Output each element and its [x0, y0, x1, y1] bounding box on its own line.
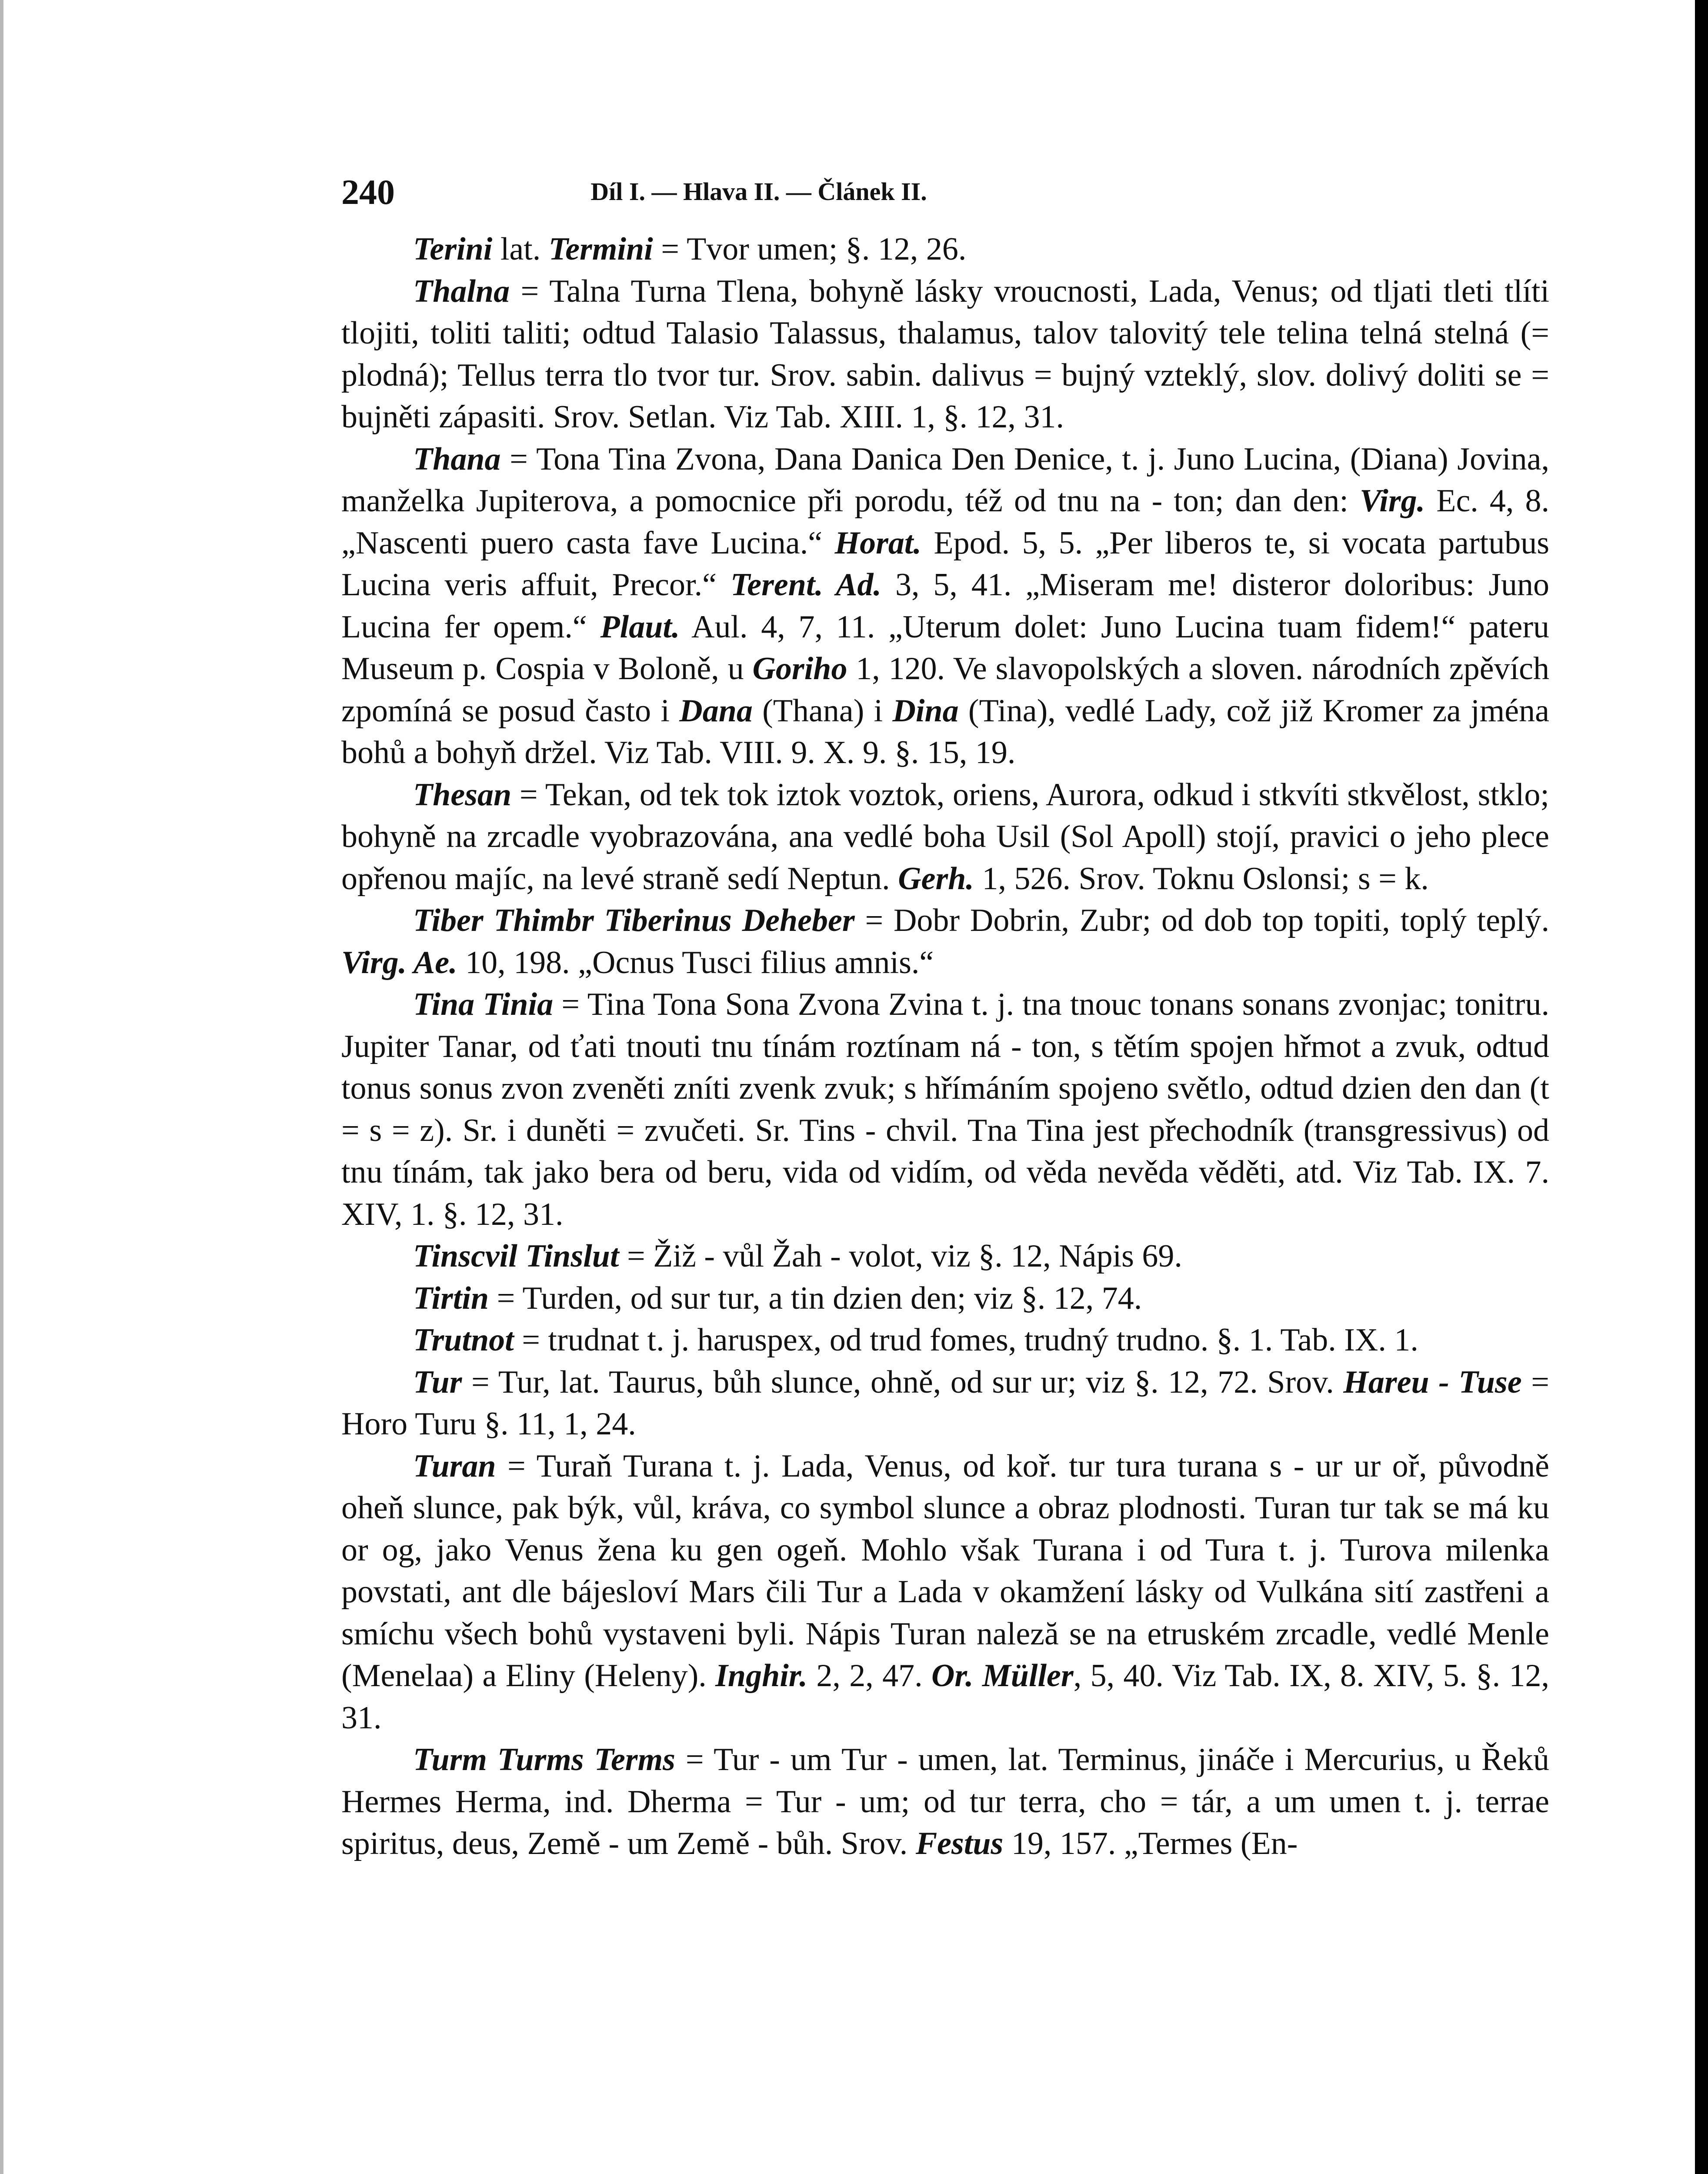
entry-text: 19, 157. „Termes (En- [1003, 1826, 1298, 1861]
scan-right-border [1695, 0, 1708, 2174]
entry-tiber [341, 900, 1549, 984]
entry-turan [341, 1445, 1549, 1739]
citation: Horat. [834, 525, 921, 561]
page-header [341, 172, 1176, 220]
citation: Goriho [752, 651, 847, 687]
headword: Tina Tinia [413, 987, 554, 1022]
headword: Tiber Thimbr Tiberinus Deheber [413, 903, 855, 938]
entry-terini [341, 228, 1549, 270]
entry-text: 10, 198. „Ocnus Tusci filius amnis.“ [457, 944, 934, 980]
entry-thana [341, 438, 1549, 774]
entry-turm [341, 1739, 1549, 1865]
entry-text: = Horo Turu §. 11, 1, 24. [341, 1364, 1550, 1442]
page-number: 240 [341, 172, 395, 212]
entry-text: = Tona Tina Zvona, Dana Danica Den Denice, t. j. Juno Lucina, (Diana) Jovina, manželka Jupiterova, a pomocnice při porodu, též od tnu na - ton; dan den: [341, 441, 1549, 519]
entry-text: 1, 526. Srov. Toknu Oslonsi; s = k. [974, 860, 1429, 897]
entry-text: = Tina Tona Sona Zvona Zvina t. j. tna tnouc tonans sonans zvonjac; tonitru. Jupiter Tanar, od ťati tnouti tnu tínám roztínam ná - ton, s tětím spojen hřmot a zvuk, odtud tonus sonus zvon zveněti zníti zvenk zvuk; s hřímáním spojeno světlo, odtud dzien den dan (t = s = z). Sr. i duněti = zvučeti. Sr. Tins - chvil. Tna Tina jest přechodník (transgressivus) od tnu tínám, tak jako bera od beru, vida od vidím, od věda nevěda věděti, atd. Viz Tab. IX. 7. XIV, 1. §. 12, 31. [341, 987, 1549, 1232]
headword: Thesan [413, 777, 512, 813]
headword: Thana [413, 441, 501, 477]
entry-text: = Žiž - vůl Žah - volot, viz §. 12, Nápis 69. [619, 1238, 1182, 1274]
headword: Hareu - Tuse [1343, 1364, 1522, 1400]
entry-text: lat. [492, 231, 549, 267]
headword: Dina [892, 693, 959, 729]
entry-text: = Tur, lat. Taurus, bůh slunce, ohně, od sur ur; viz §. 12, 72. Srov. [462, 1364, 1344, 1400]
headword: Termini [548, 231, 653, 267]
text-body [341, 228, 1549, 1865]
headword: Trutnot [413, 1322, 514, 1358]
entry-text: Epod. 5, 5. „Per liberos te, si vocata partubus Lucina veris affuit, Precor.“ [341, 525, 1549, 603]
entry-trutnot [341, 1319, 1549, 1361]
entry-text: = Tur - um Tur - umen, lat. Terminus, jináče i Mercurius, u Řeků Hermes Herma, ind. Dherma = Tur - um; od tur terra, cho = tár, a um umen t. j. terrae spiritus, deus, Země - um Země - bůh. Srov. [341, 1742, 1549, 1861]
headword: Tirtin [413, 1280, 489, 1316]
entry-text: , 5, 40. Viz Tab. IX, 8. XIV, 5. §. 12, 31. [341, 1658, 1549, 1736]
entry-tinscvil [341, 1235, 1549, 1277]
citation: Terent. Ad. [730, 567, 882, 603]
entry-text: = Talna Turna Tlena, bohyně lásky vroucnosti, Lada, Venus; od tljati tleti tlíti tlojiti, toliti taliti; odtud Talasio Talassus, thalamus, talov talovitý tele telina telná stelná (= plodná); Tellus terra tlo tvor tur. Srov. sabin. dalivus = bujný vzteklý, slov. dolivý doliti se = bujněti zápasiti. Srov. Setlan. Viz Tab. XIII. 1, §. 12, 31. [341, 273, 1549, 435]
citation: Festus [915, 1826, 1004, 1861]
entry-text: = Turaň Turana t. j. Lada, Venus, od koř. tur tura turana s - ur ur oř, původně oheň slunce, pak býk, vůl, kráva, co symbol slunce a obraz plodnosti. Turan tur tak se má ku or og, jako Venus žena ku gen ogeň. Mohlo však Turana i od Tura t. j. Turova milenka povstati, ant dle bájesloví Mars čili Tur a Lada v okamžení lásky od Vulkána sití zastřeni a smíchu všech bohů vystaveni byli. Nápis Turan naleză se na etruském zrcadle, vedlé Menle (Menelaa) a Eliny (Heleny). [341, 1448, 1549, 1694]
entry-tur [341, 1361, 1549, 1445]
entry-text: = trudnat t. j. haruspex, od trud fomes, trudný trudno. §. 1. Tab. IX. 1. [514, 1322, 1418, 1358]
headword: Turm Turms Terms [413, 1742, 675, 1777]
entry-thalna [341, 270, 1549, 438]
citation: Gerh. [898, 860, 974, 897]
entry-text: (Tina), vedlé Lady, což již Kromer za jména bohů a bohyň držel. Viz Tab. VIII. 9. X. 9. §. 15, 19. [341, 693, 1549, 770]
entry-text: = Tvor umen; §. 12, 26. [653, 231, 967, 267]
citation: Plaut. [600, 609, 680, 645]
citation: Virg. [1360, 483, 1425, 519]
entry-text: Ec. 4, 8. „Nascenti puero casta fave Lucina.“ [341, 483, 1549, 561]
citation: Inghir. [715, 1658, 808, 1694]
entry-tirtin [341, 1277, 1549, 1320]
entry-text: = Dobr Dobrin, Zubr; od dob top topiti, toplý teplý. [854, 903, 1549, 938]
headword: Tinscvil Tinslut [413, 1238, 619, 1274]
entry-text: 3, 5, 41. „Miseram me! disteror doloribus: Juno Lucina fer opem.“ [341, 567, 1549, 645]
entry-text: 1, 120. Ve slavopolských a sloven. národních zpěvích zpomíná se posud často i [341, 651, 1549, 729]
citation: Virg. Ae. [341, 944, 457, 980]
entry-text: = Turden, od sur tur, a tin dzien den; viz §. 12, 74. [489, 1280, 1142, 1316]
headword: Terini [413, 231, 493, 267]
entry-thesan [341, 774, 1549, 900]
running-head: Díl I. — Hlava II. — Článek II. [590, 177, 927, 206]
entry-text: Aul. 4, 7, 11. „Uterum dolet: Juno Lucina tuam fidem!“ pateru Museum p. Cospia v Boloně, u [341, 609, 1549, 687]
headword: Tur [413, 1364, 462, 1400]
headword: Thalna [413, 273, 510, 309]
entry-text: 2, 2, 47. [807, 1658, 931, 1694]
headword: Turan [413, 1448, 496, 1484]
citation: Or. Müller [931, 1658, 1074, 1694]
headword: Dana [679, 693, 753, 729]
entry-text: (Thana) i [752, 693, 893, 729]
entry-tina [341, 984, 1549, 1235]
entry-text: = Tekan, od tek tok iztok voztok, oriens, Aurora, odkud i stkvíti stkvělost, stklo; bohyně na zrcadle vyobrazována, ana vedlé boha Usil (Sol Apoll) stojí, pravici o jeho plece opřenou majíc, na levé straně sedí Neptun. [341, 777, 1549, 897]
scan-left-edge [0, 0, 3, 2174]
